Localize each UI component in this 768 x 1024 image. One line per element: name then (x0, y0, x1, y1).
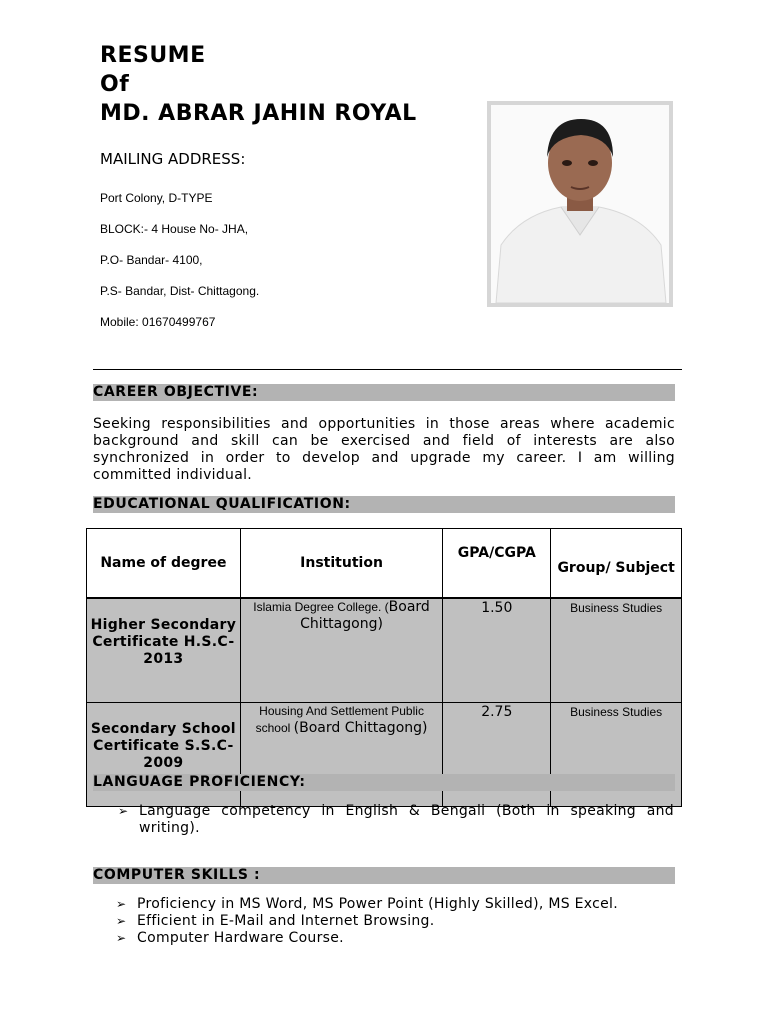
column-header-group: Group/ Subject (551, 529, 682, 599)
arrow-bullet-icon: ➢ (116, 897, 127, 911)
computer-skills-heading: COMPUTER SKILLS : (93, 867, 675, 884)
group-cell: Business Studies (551, 703, 682, 807)
list-item (116, 930, 676, 947)
address-line-1: Port Colony, D-TYPE (100, 191, 213, 205)
column-header-institution: Institution (240, 529, 443, 599)
arrow-bullet-icon: ➢ (118, 804, 129, 818)
address-line-2: BLOCK:- 4 House No- JHA, (100, 222, 249, 236)
degree-cell: Secondary School Certificate S.S.C- 2009 (87, 703, 241, 807)
institution-text-large: Chittagong) (300, 616, 383, 632)
institution-text: Islamia Degree College. ( (253, 600, 389, 614)
institution-text-large: Board (388, 599, 430, 615)
address-line-3: P.O- Bandar- 4100, (100, 253, 203, 267)
address-line-4: P.S- Bandar, Dist- Chittagong. (100, 284, 260, 298)
header-divider (93, 369, 682, 370)
degree-cell: Higher Secondary Certificate H.S.C- 2013 (87, 598, 241, 703)
column-header-gpa: GPA/CGPA (443, 529, 551, 599)
gpa-cell: 1.50 (443, 598, 551, 703)
mailing-address-label: MAILING ADDRESS: (100, 150, 246, 168)
education-table (86, 528, 682, 807)
career-objective-heading: CAREER OBJECTIVE: (93, 384, 675, 401)
career-objective-text: Seeking responsibilities and opportunities in those areas where academic background and skill can be exercised and field of interests are also synchronized in order to develop and upgrade my career. I am willing committed individual. (93, 416, 675, 483)
column-header-degree: Name of degree (87, 529, 241, 599)
institution-text: Housing And Settlement Public school (255, 704, 424, 735)
candidate-name: MD. ABRAR JAHIN ROYAL (100, 101, 417, 126)
table-row (87, 598, 682, 703)
list-item (116, 896, 676, 913)
language-list (118, 803, 674, 837)
skill-item-text: Computer Hardware Course. (137, 930, 344, 946)
profile-photo (487, 101, 673, 307)
list-item (116, 913, 676, 930)
institution-text-large: (Board Chittagong) (293, 720, 428, 736)
institution-cell (240, 598, 443, 703)
resume-title: RESUME (100, 43, 206, 68)
arrow-bullet-icon: ➢ (116, 931, 127, 945)
skill-item-text: Efficient in E-Mail and Internet Browsing. (137, 913, 435, 929)
gpa-cell: 2.75 (443, 703, 551, 807)
computer-skills-list (116, 896, 676, 947)
arrow-bullet-icon: ➢ (116, 914, 127, 928)
skill-item-text: Proficiency in MS Word, MS Power Point (Highly Skilled), MS Excel. (137, 896, 618, 912)
resume-of: Of (100, 72, 130, 97)
language-heading: LANGUAGE PROFICIENCY: (93, 774, 675, 791)
mobile-number: Mobile: 01670499767 (100, 315, 216, 329)
language-item-text: Language competency in English & Bengali (Both in speaking and writing). (139, 803, 674, 836)
list-item (118, 803, 674, 837)
table-header-row (87, 529, 682, 599)
person-photo-icon (491, 105, 669, 303)
group-cell: Business Studies (551, 598, 682, 703)
education-heading: EDUCATIONAL QUALIFICATION: (93, 496, 675, 513)
